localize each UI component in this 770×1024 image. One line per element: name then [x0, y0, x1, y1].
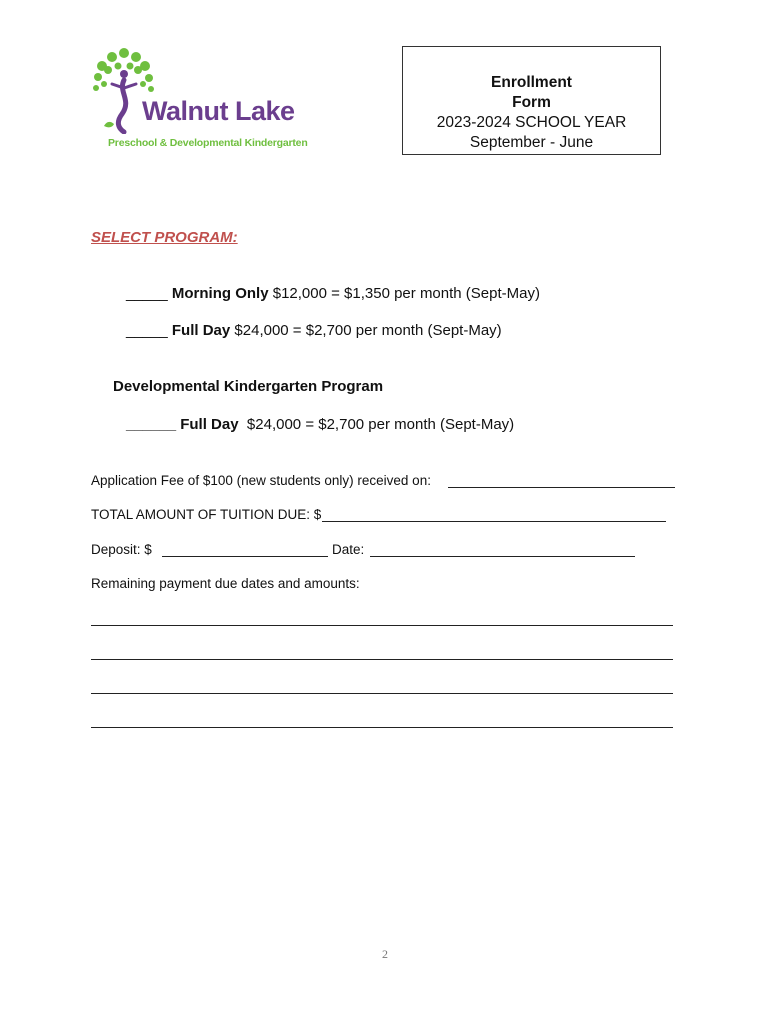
logo-name: Walnut Lake — [142, 96, 295, 126]
remaining-payments-label: Remaining payment due dates and amounts: — [91, 576, 360, 591]
deposit-label: Deposit: $ — [91, 542, 152, 557]
selection-blank[interactable]: ______ — [126, 416, 177, 433]
select-program-heading: SELECT PROGRAM: — [91, 229, 238, 246]
dk-program-heading: Developmental Kindergarten Program — [113, 378, 384, 395]
form-title-line-2: Form — [512, 94, 551, 111]
form-title-box — [402, 46, 661, 155]
program-name: Full Day — [180, 416, 239, 433]
program-option-dk-full-day[interactable] — [126, 416, 514, 433]
program-option-full-day[interactable] — [126, 322, 502, 339]
selection-blank[interactable]: _____ — [126, 285, 168, 302]
total-tuition-label: TOTAL AMOUNT OF TUITION DUE: $ — [91, 507, 322, 522]
total-tuition-field[interactable] — [322, 521, 666, 522]
deposit-date-field[interactable] — [370, 556, 635, 557]
remaining-payment-line-4[interactable] — [91, 727, 673, 728]
program-name: Full Day — [171, 322, 231, 339]
program-details: $24,000 = $2,700 per month (Sept-May) — [230, 322, 502, 339]
remaining-payment-line-1[interactable] — [91, 625, 673, 626]
school-year: 2023-2024 SCHOOL YEAR — [436, 114, 627, 131]
program-details: $12,000 = $1,350 per month (Sept-May) — [268, 285, 540, 302]
deposit-amount-field[interactable] — [162, 556, 328, 557]
date-label: Date: — [332, 542, 365, 557]
form-title-line-1: Enrollment — [491, 74, 572, 91]
logo-tagline: Preschool & Developmental Kindergarten — [108, 137, 308, 149]
remaining-payment-line-2[interactable] — [91, 659, 673, 660]
application-fee-label: Application Fee of $100 (new students only) received on: — [91, 473, 431, 488]
remaining-payment-line-3[interactable] — [91, 693, 673, 694]
school-logo — [88, 44, 328, 156]
program-details: $24,000 = $2,700 per month (Sept-May) — [238, 416, 515, 433]
program-name: Morning Only — [171, 285, 269, 302]
program-option-morning[interactable] — [126, 285, 540, 302]
selection-blank[interactable]: _____ — [126, 322, 168, 339]
school-months: September - June — [469, 134, 594, 151]
page-number: 2 — [382, 947, 388, 961]
application-fee-date-field[interactable] — [448, 487, 675, 488]
